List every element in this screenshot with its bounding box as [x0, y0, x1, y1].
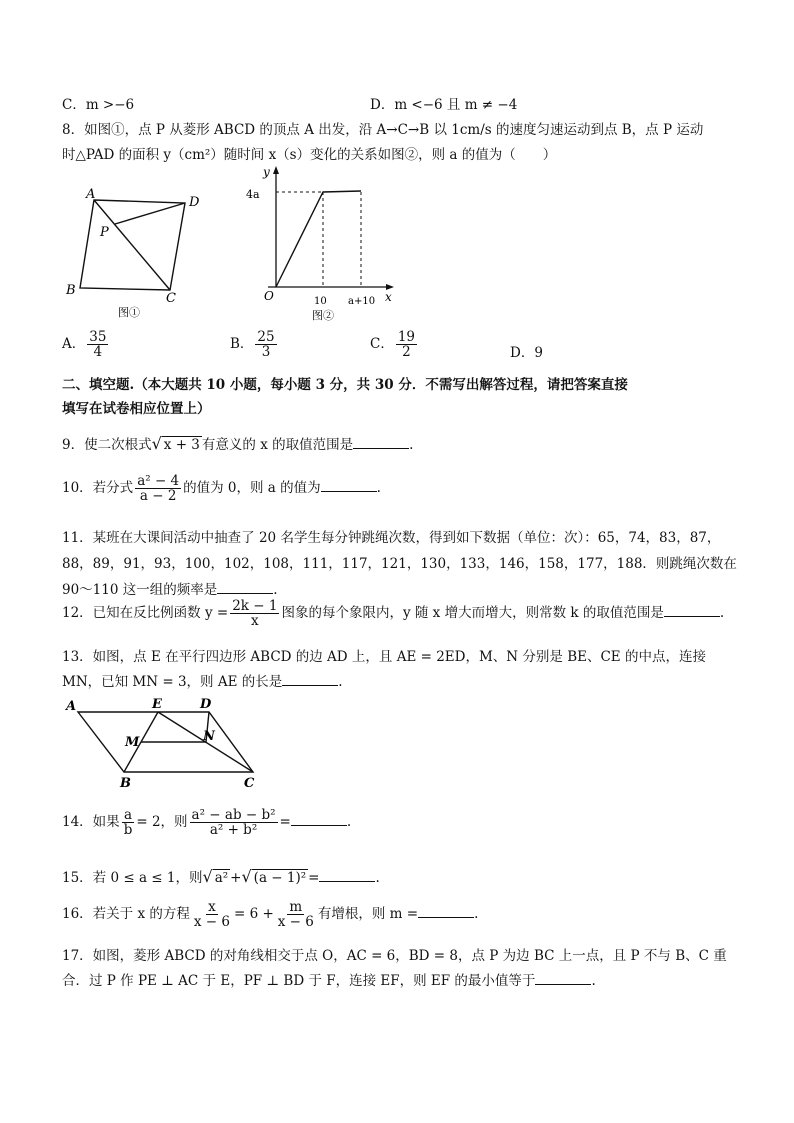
q8-stem-line2: 时△PAD 的面积 y（cm²）随时间 x（s）变化的关系如图②，则 a 的值为（ ） — [62, 147, 557, 163]
q17-line1: 17．如图，菱形 ABCD 的对角线相交于点 O，AC = 6，BD = 8，点 P 为边 BC 上一点，且 P 不与 B、C 重 — [62, 948, 727, 964]
q11-end: . — [273, 582, 278, 598]
q16-den-1: x − 6 — [193, 914, 230, 931]
q11-line2: 88，89，91，93，100，102，108，111，117，121，130，133，146，158，177，188．则跳绳次数在 — [62, 556, 737, 572]
sqrt-icon: √ — [241, 867, 252, 886]
q15-text-pre: 15．若 0 ≤ a ≤ 1，则 — [62, 870, 203, 886]
option-a-den: 4 — [93, 344, 103, 361]
q7-option-c: C．m >−6 — [62, 97, 135, 113]
q8-stem-line1: 8．如图①，点 P 从菱形 ABCD 的顶点 A 出发，沿 A→C→B 以 1cm/s 的速度匀速运动到点 B，点 P 运动 — [62, 122, 704, 138]
q8-option-c — [370, 330, 419, 359]
q13-figure — [62, 694, 267, 794]
q13-line2-text: MN，已知 MN = 3，则 AE 的长是 — [62, 674, 283, 690]
section-2-heading-line2: 填写在试卷相应位置上） — [62, 401, 211, 417]
q14-num-1: a — [123, 807, 133, 823]
q10-end: . — [376, 480, 381, 497]
label-p: P — [100, 225, 109, 240]
q14 — [62, 808, 351, 837]
q10-text-post: 的值为 0，则 a 的值为 — [183, 480, 321, 497]
q16 — [62, 900, 478, 929]
q14-text-mid: = 2，则 — [136, 814, 188, 831]
label-x: x — [385, 290, 392, 304]
q7-option-d: D．m <−6 且 m ≠ −4 — [370, 97, 518, 113]
q13-end: . — [338, 674, 343, 690]
q13-answer-blank[interactable] — [282, 673, 338, 686]
label-c: C — [166, 291, 176, 306]
q15-radicand-2: (a − 1)² — [253, 870, 307, 886]
label-4a: 4a — [246, 188, 260, 201]
label-d: D — [200, 697, 212, 712]
q11-line1: 11．某班在大课间活动中抽查了 20 名学生每分钟跳绳次数，得到如下数据（单位：次）：65，74，83，87， — [62, 530, 721, 546]
q11-line3-text: 90～110 这一组的频率是 — [62, 582, 218, 598]
label-b: B — [66, 283, 76, 298]
q12 — [62, 599, 724, 628]
q8-option-b — [230, 330, 279, 359]
option-b-prefix: B． — [230, 336, 254, 353]
q12-text-pre: 12．已知在反比例函数 y = — [62, 605, 229, 622]
q12-den: x — [251, 613, 259, 630]
sqrt-icon: √ — [151, 434, 162, 453]
label-e: E — [152, 697, 162, 712]
option-a-prefix: A． — [62, 336, 86, 353]
q15 — [62, 866, 380, 886]
q14-den-1: b — [123, 822, 133, 839]
q9 — [62, 433, 413, 453]
label-b: B — [120, 776, 131, 791]
q10-answer-blank[interactable] — [321, 479, 377, 492]
q13-line2 — [62, 670, 343, 690]
q15-radicand-1: a² — [214, 870, 229, 886]
q8-figure-2 — [240, 162, 400, 328]
q9-end: . — [409, 437, 414, 453]
q15-end: . — [375, 870, 380, 886]
q8-option-d: D．9 — [510, 345, 543, 361]
q14-den-2: a² + b² — [209, 822, 258, 839]
label-m: M — [125, 735, 140, 750]
label-a-plus-10: a+10 — [348, 296, 376, 307]
q14-end: . — [346, 814, 352, 831]
section-2-heading-line1: 二、填空题.（本大题共 10 小题，每小题 3 分，共 30 分．不需写出解答过程，请把答案直接 — [62, 377, 628, 393]
option-c-num: 19 — [397, 329, 416, 345]
q10 — [62, 474, 381, 503]
label-10: 10 — [314, 296, 327, 307]
q11-line3 — [62, 578, 278, 598]
q14-text-pre: 14．如果 — [62, 814, 120, 831]
q17-end: . — [591, 973, 596, 989]
option-b-num: 25 — [257, 329, 275, 345]
q15-plus: + — [230, 870, 242, 886]
y-axis-arrow — [273, 166, 279, 174]
label-o: O — [264, 289, 274, 303]
graph-line — [276, 191, 361, 287]
q16-den-2: x − 6 — [277, 914, 314, 931]
q9-text-pre: 9．使二次根式 — [62, 437, 152, 453]
q12-answer-blank[interactable] — [664, 604, 720, 617]
option-a-num: 35 — [89, 329, 107, 345]
label-n: N — [203, 729, 215, 744]
q15-text-post: = — [308, 870, 320, 886]
q16-num-1: x — [208, 899, 216, 915]
q8-figure-1 — [60, 182, 210, 327]
q14-text-post: = — [279, 814, 291, 831]
q17-line2-text: 合．过 P 作 PE ⊥ AC 于 E，PF ⊥ BD 于 F，连接 EF，则 EF 的最小值等于 — [62, 973, 536, 989]
option-c-den: 2 — [402, 344, 411, 361]
option-b-den: 3 — [261, 344, 271, 361]
figure-2-caption: 图② — [312, 309, 334, 322]
q16-text-pre: 16．若关于 x 的方程 — [62, 906, 190, 923]
q11-answer-blank[interactable] — [217, 581, 273, 594]
q16-text-post: 有增根，则 m = — [317, 906, 419, 923]
q9-text-post: 有意义的 x 的取值范围是 — [201, 437, 354, 453]
q9-radicand: x + 3 — [163, 437, 200, 453]
q17-line2 — [62, 969, 596, 989]
figure-1-caption: 图① — [118, 306, 140, 319]
q10-num: a² − 4 — [137, 473, 180, 489]
q14-answer-blank[interactable] — [291, 813, 347, 826]
q12-num: 2k − 1 — [232, 598, 278, 614]
label-a: A — [86, 187, 96, 202]
q8-option-a — [62, 330, 110, 359]
segment-pd — [115, 203, 185, 224]
q16-end: . — [474, 906, 479, 923]
q12-end: . — [719, 605, 725, 622]
q16-text-mid: = 6 + — [233, 906, 274, 923]
q16-num-2: m — [289, 899, 303, 915]
q15-answer-blank[interactable] — [319, 869, 375, 882]
q17-answer-blank[interactable] — [535, 972, 591, 985]
q13-line1: 13．如图，点 E 在平行四边形 ABCD 的边 AD 上，且 AE = 2ED，M、N 分别是 BE、CE 的中点，连接 — [62, 649, 706, 665]
option-c-prefix: C． — [370, 336, 394, 353]
label-c: C — [244, 776, 255, 791]
label-y: y — [263, 165, 270, 179]
q16-answer-blank[interactable] — [418, 905, 474, 918]
q14-num-2: a² − ab − b² — [191, 807, 276, 823]
q10-text-pre: 10．若分式 — [62, 480, 134, 497]
diagonal-ac — [94, 200, 170, 290]
label-d: D — [189, 195, 200, 210]
q9-answer-blank[interactable] — [353, 436, 409, 449]
q12-text-post: 图象的每个象限内，y 随 x 增大而增大，则常数 k 的取值范围是 — [281, 605, 664, 622]
q10-den: a − 2 — [139, 488, 177, 505]
label-a: A — [66, 699, 77, 714]
sqrt-icon: √ — [202, 867, 213, 886]
